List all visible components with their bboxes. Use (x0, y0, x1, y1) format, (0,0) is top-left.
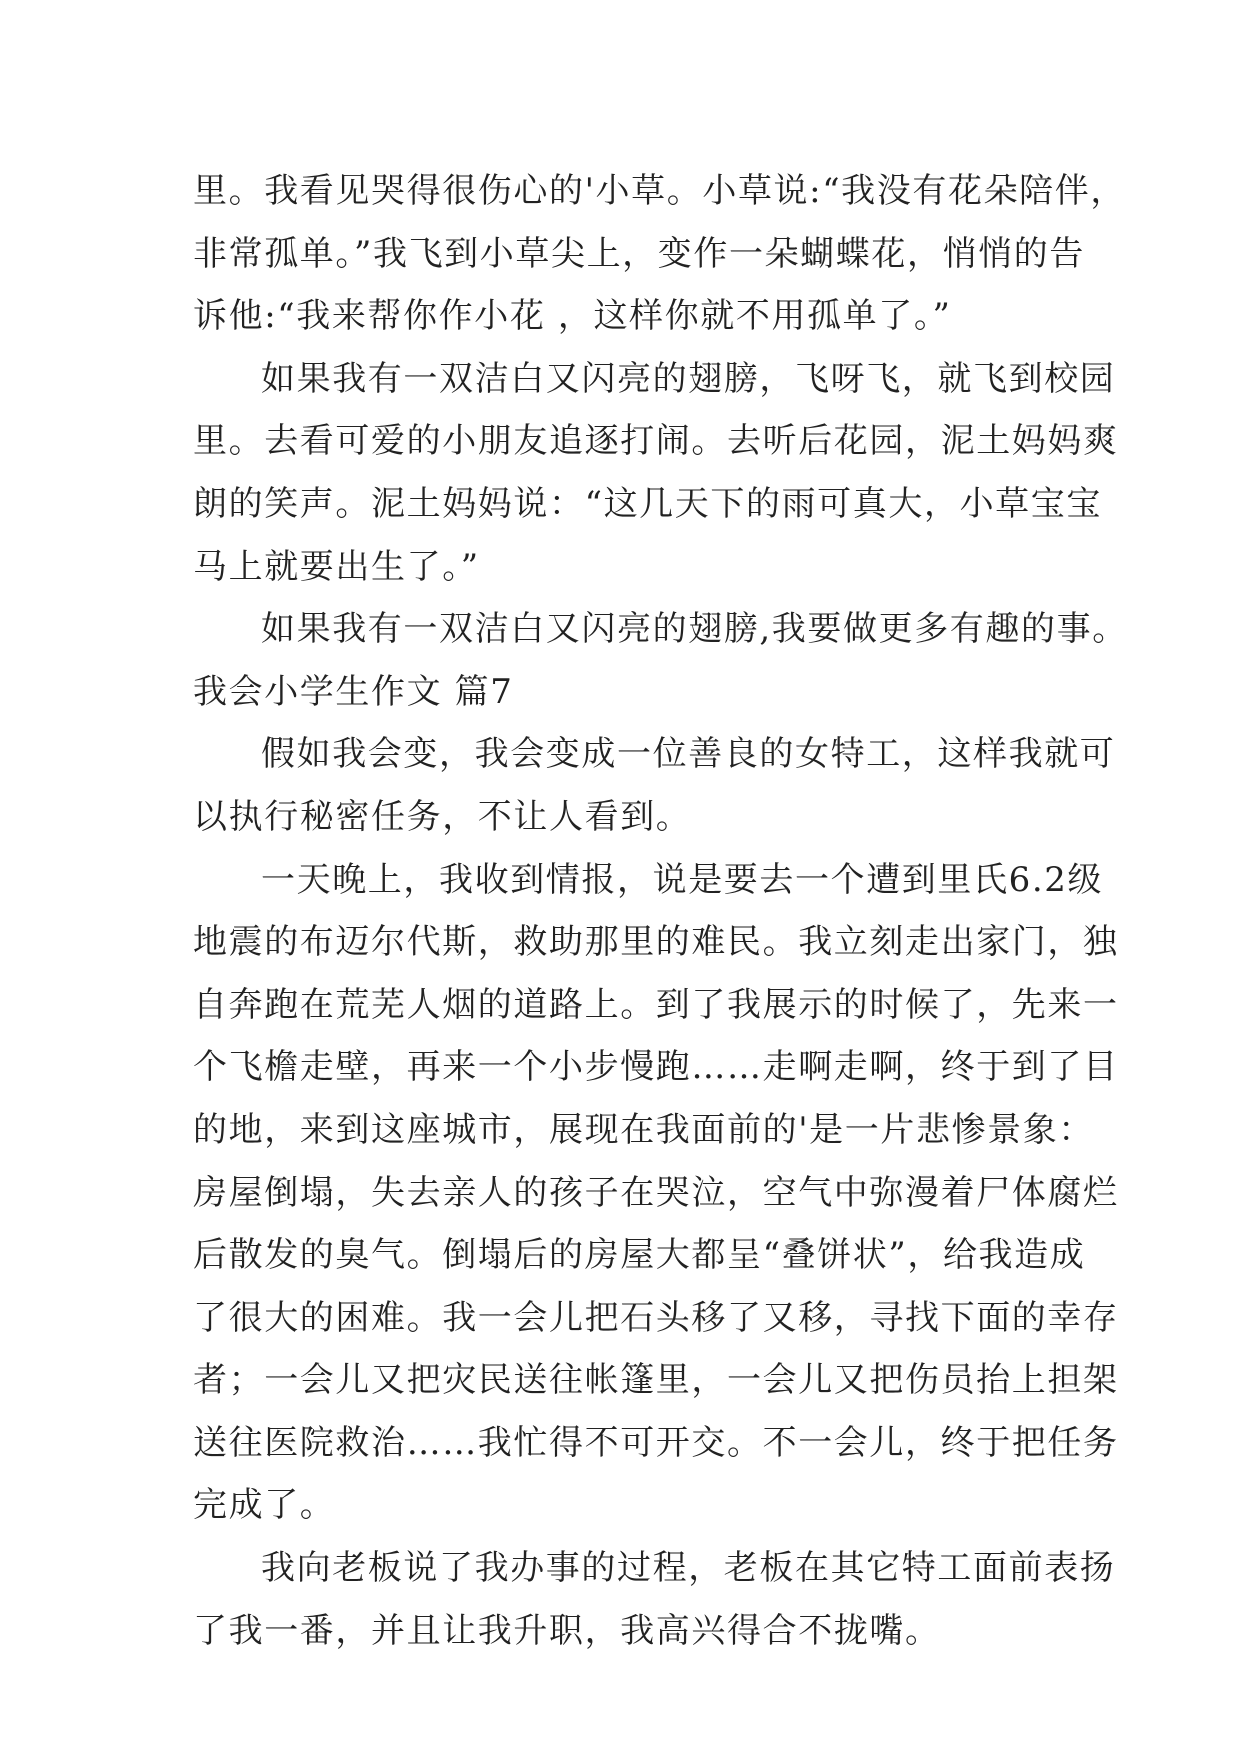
text-line: 后散发的臭气。倒塌后的房屋大都呈“叠饼状”，给我造成 (193, 1235, 1086, 1276)
text-line: 了我一番，并且让我升职，我高兴得合不拢嘴。 (193, 1610, 941, 1651)
text-line: 完成了。 (193, 1485, 336, 1526)
text-line: 马上就要出生了。” (193, 546, 480, 587)
paragraph (193, 160, 1126, 348)
paragraph (193, 1537, 1116, 1662)
paragraph (193, 849, 1119, 1538)
text-line: 朗的笑声。泥土妈妈说：“这几天下的雨可真大，小草宝宝 (193, 483, 1102, 524)
text-line: 如果我有一双洁白又闪亮的翅膀,我要做更多有趣的事。 (261, 609, 1128, 650)
paragraph (193, 723, 1116, 848)
text-line: 如果我有一双洁白又闪亮的翅膀，飞呀飞，就飞到校园 (261, 358, 1116, 399)
text-line: 个飞檐走壁，再来一个小步慢跑……走啊走啊，终于到了目 (193, 1047, 1119, 1088)
text-line: 里。去看可爱的小朋友追逐打闹。去听后花园，泥土妈妈爽 (193, 421, 1119, 462)
paragraph (193, 348, 1119, 598)
text-line: 我向老板说了我办事的过程，老板在其它特工面前表扬 (261, 1548, 1116, 1589)
text-line: 地震的布迈尔代斯，救助那里的难民。我立刻走出家门，独 (193, 922, 1119, 963)
text-line: 自奔跑在荒芜人烟的道路上。到了我展示的时候了，先来一 (193, 984, 1119, 1025)
text-line: 的地，来到这座城市，展现在我面前的'是一片悲惨景象： (193, 1109, 1094, 1150)
text-line: 假如我会变，我会变成一位善良的女特工，这样我就可 (261, 734, 1116, 775)
text-line: 者；一会儿又把灾民送往帐篷里，一会儿又把伤员抬上担架 (193, 1360, 1119, 1401)
text-line: 里。我看见哭得很伤心的'小草。小草说:“我没有花朵陪伴， (193, 171, 1126, 211)
text-line: 诉他:“我来帮你作小花 ，这样你就不用孤单了。” (193, 296, 952, 337)
section-heading: 我会小学生作文 篇7 (193, 671, 514, 712)
paragraph (193, 598, 1128, 661)
text-line: 送往医院救治……我忙得不可开交。不一会儿，终于把任务 (193, 1422, 1119, 1463)
text-line: 一天晚上，我收到情报，说是要去一个遭到里氏6.2级 (261, 859, 1104, 900)
text-line: 非常孤单。”我飞到小草尖上，变作一朵蝴蝶花，悄悄的告 (193, 233, 1085, 274)
text-line: 以执行秘密任务，不让人看到。 (193, 796, 692, 837)
text-line: 房屋倒塌，失去亲人的孩子在哭泣，空气中弥漫着尸体腐烂 (193, 1172, 1119, 1213)
article-body (193, 160, 1128, 1662)
text-line: 了很大的困难。我一会儿把石头移了又移，寻找下面的幸存 (193, 1297, 1119, 1338)
